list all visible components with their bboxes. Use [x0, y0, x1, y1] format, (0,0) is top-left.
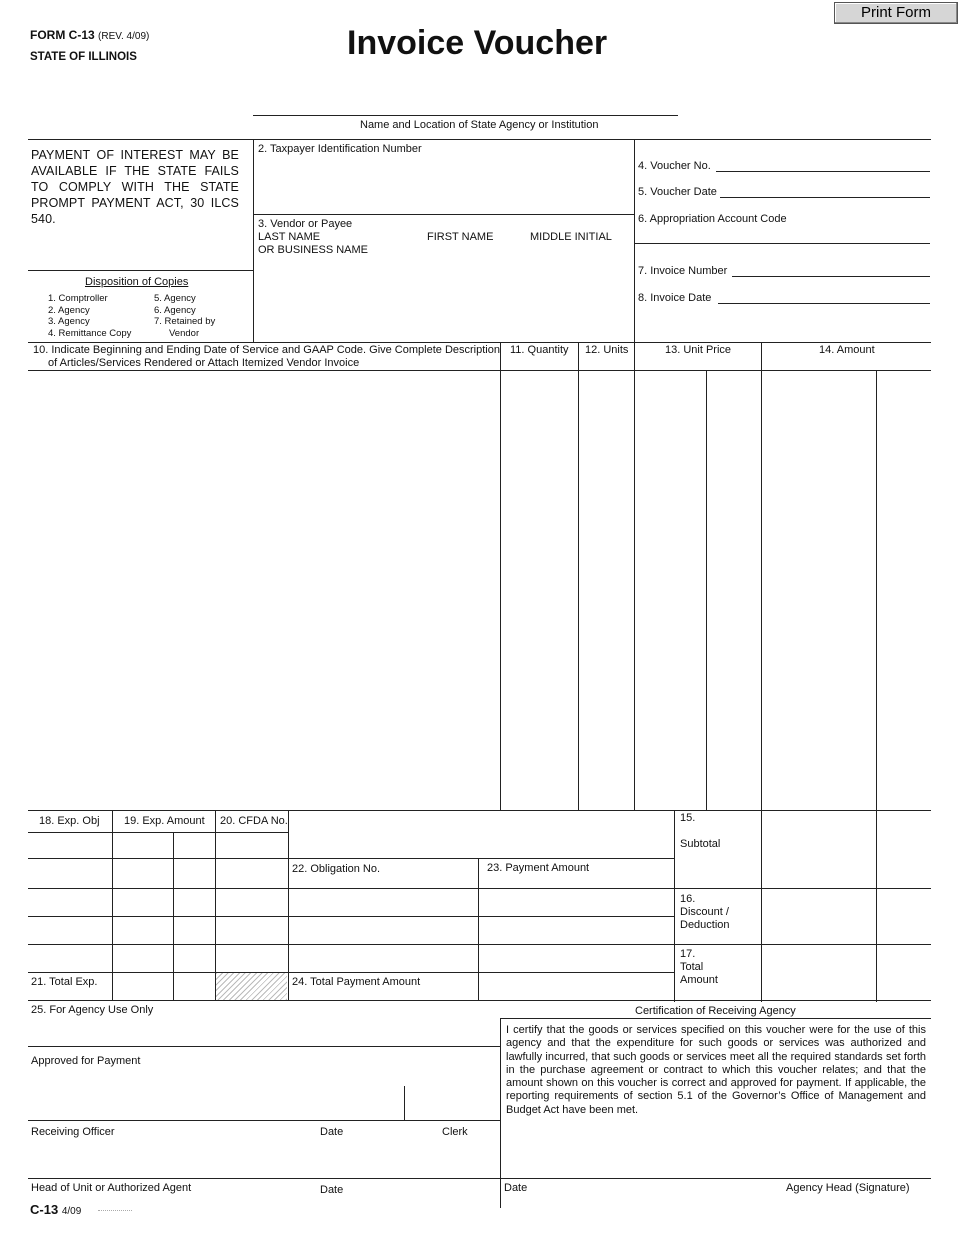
appropriation-field[interactable]	[634, 243, 930, 244]
obligation-label: 22. Obligation No.	[292, 863, 381, 875]
voucher-date-field[interactable]	[720, 197, 930, 198]
description-header-2: of Articles/Services Rendered or Attach Itemized Vendor Invoice	[48, 357, 360, 369]
certification-title: Certification of Receiving Agency	[635, 1005, 796, 1017]
divider-left	[253, 139, 254, 342]
form-revision: (REV. 4/09)	[98, 31, 150, 42]
head-of-unit-label: Head of Unit or Authorized Agent	[31, 1182, 192, 1194]
last-name-label: LAST NAME	[258, 231, 321, 243]
agency-h-1178	[28, 1178, 931, 1179]
vendor-label: 3. Vendor or Payee	[258, 218, 353, 230]
agency-use-label: 25. For Agency Use Only	[31, 1004, 154, 1016]
disposition-right	[154, 293, 215, 339]
disposition-item: 4. Remittance Copy	[48, 327, 132, 339]
appropriation-label: 6. Appropriation Account Code	[638, 213, 787, 225]
disposition-item: 6. Agency	[154, 304, 196, 316]
page-title: Invoice Voucher	[347, 24, 608, 62]
footer-date: 4/09	[61, 1206, 82, 1217]
total-number: 17.	[680, 948, 696, 960]
col-amount-cents-line	[876, 370, 877, 1002]
deduction-label: Deduction	[680, 919, 730, 931]
invoice-number-label: 7. Invoice Number	[638, 265, 728, 277]
disposition-item: Vendor	[169, 327, 200, 339]
discount-label: Discount /	[680, 906, 729, 918]
total-payment-label: 24. Total Payment Amount	[292, 976, 421, 988]
col-quantity-line	[500, 342, 501, 810]
form-number-text: FORM C-13	[30, 28, 95, 42]
exp-obj-label: 18. Exp. Obj	[39, 815, 100, 827]
total-amount-label: Amount	[680, 974, 718, 986]
units-header: 12. Units	[585, 344, 629, 356]
state-name: STATE OF ILLINOIS	[30, 51, 137, 63]
col-price-line	[634, 342, 635, 810]
total-label: Total	[680, 961, 704, 973]
certification-text: I certify that the goods or services specified on this voucher were for the use of this agency and that the expenditure for such goods or services was authorized and lawfully incurred, that such goods or services meet all the required standards set forth in the purchase agreement or contract to which this voucher relates; and that the amount shown on this voucher is correct and approved for payment. If applicable, the reporting requirements of section 5.1 of the Governor’s Office of Management and Budget Act have been met.	[506, 1024, 926, 1116]
invoice-date-field[interactable]	[718, 303, 930, 304]
footer-code	[30, 1202, 81, 1220]
agency-name-line	[253, 115, 678, 116]
footer-barcode-mark	[98, 1210, 132, 1215]
discount-number: 16.	[680, 893, 696, 905]
agency-name-label: Name and Location of State Agency or Institution	[360, 119, 599, 131]
interest-notice: PAYMENT OF INTEREST MAY BE AVAILABLE IF THE STATE FAILS TO COMPLY WITH THE STATE PROMPT PAYMENT ACT, 30 ILCS 540.	[31, 148, 239, 226]
disposition-item: 7. Retained by	[154, 316, 216, 327]
cert-top-line	[500, 1018, 931, 1019]
voucher-no-label: 4. Voucher No.	[638, 160, 711, 172]
col-price-cents-line	[706, 370, 707, 810]
col-amount-line	[761, 342, 762, 1002]
total-exp-label: 21. Total Exp.	[31, 976, 98, 988]
col-units-line	[578, 342, 579, 810]
hatched-cell	[216, 973, 287, 1000]
cfda-label: 20. CFDA No.	[220, 815, 288, 827]
disposition-title: Disposition of Copies	[85, 276, 189, 288]
print-form-button[interactable]: Print Form	[834, 2, 958, 24]
agency-h-1120	[28, 1120, 500, 1121]
amount-header: 14. Amount	[819, 344, 875, 356]
grid-h-832	[28, 832, 288, 833]
form-number	[30, 29, 149, 43]
voucher-no-field[interactable]	[716, 171, 930, 172]
disposition-item: 1. Comptroller	[48, 293, 108, 304]
grid-v-674	[674, 810, 675, 1002]
item-header-bottom	[28, 370, 931, 371]
clerk-label: Clerk	[442, 1126, 468, 1138]
approved-label: Approved for Payment	[31, 1055, 141, 1067]
item-table-top	[28, 342, 931, 343]
grid-v-478	[478, 858, 479, 1000]
cert-divider	[500, 1018, 501, 1208]
signature-label: Agency Head (Signature)	[786, 1182, 910, 1194]
head-date-label: Date	[320, 1184, 344, 1196]
notice-bottom-line	[28, 270, 253, 271]
agency-tick	[404, 1086, 405, 1120]
taxpayer-bottom-line	[253, 214, 634, 215]
unit-price-header: 13. Unit Price	[665, 344, 732, 356]
grid-h-888	[28, 888, 931, 889]
receiving-officer-label: Receiving Officer	[31, 1126, 115, 1138]
description-header: 10. Indicate Beginning and Ending Date of Service and GAAP Code. Give Complete Description	[33, 344, 500, 356]
payment-amount-label: 23. Payment Amount	[487, 862, 590, 874]
disposition-item: 2. Agency	[48, 304, 90, 316]
grid-h-858	[28, 858, 674, 859]
quantity-header: 11. Quantity	[510, 344, 569, 356]
divider-right	[634, 139, 635, 342]
footer-code-text: C-13	[30, 1202, 59, 1217]
item-table-bottom	[28, 810, 931, 811]
grid-h-944	[28, 944, 931, 945]
taxpayer-id-label: 2. Taxpayer Identification Number	[258, 143, 422, 155]
receiving-date-label: Date	[320, 1126, 344, 1138]
grid-h-972	[28, 972, 674, 973]
disposition-left	[48, 293, 131, 339]
subtotal-number: 15.	[680, 812, 696, 824]
cert-date-label: Date	[504, 1182, 528, 1194]
agency-h-1046	[28, 1046, 500, 1047]
middle-initial-label: MIDDLE INITIAL	[530, 231, 612, 243]
grid-h-916	[28, 916, 674, 917]
business-name-label: OR BUSINESS NAME	[258, 244, 369, 256]
exp-amount-label: 19. Exp. Amount	[124, 815, 205, 827]
disposition-item: 5. Agency	[154, 293, 196, 304]
top-border	[28, 139, 931, 140]
disposition-item: 3. Agency	[48, 316, 90, 327]
voucher-date-label: 5. Voucher Date	[638, 186, 717, 198]
subtotal-label: Subtotal	[680, 838, 721, 850]
invoice-date-label: 8. Invoice Date	[638, 292, 712, 304]
invoice-number-field[interactable]	[732, 276, 930, 277]
grid-h-1000	[28, 1000, 931, 1001]
first-name-label: FIRST NAME	[427, 231, 494, 243]
